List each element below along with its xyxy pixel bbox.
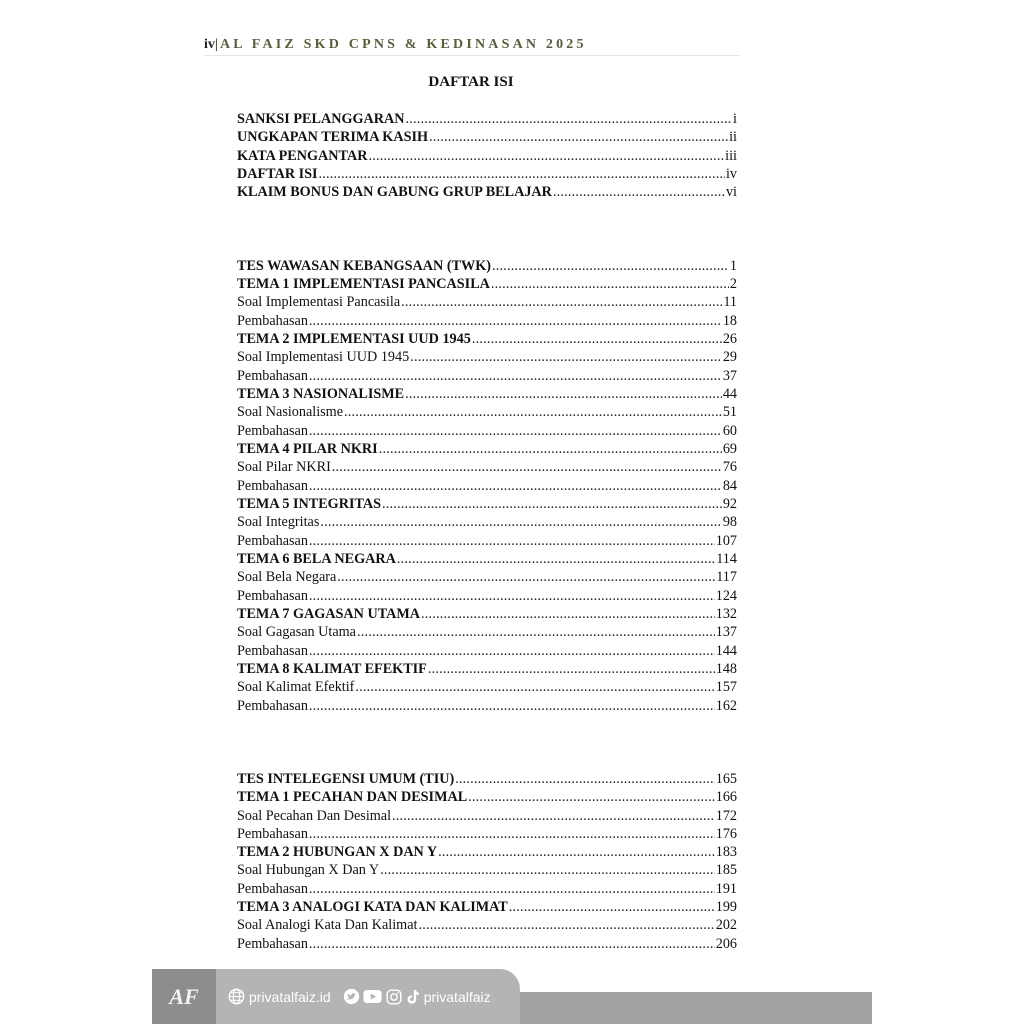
- toc-entry-page: 51: [722, 404, 737, 421]
- toc-entry-label: Pembahasan: [237, 880, 308, 897]
- globe-icon: [228, 988, 245, 1005]
- dot-leader: [508, 898, 715, 916]
- toc-entry-page: 2: [729, 275, 737, 292]
- toc-entry[interactable]: [237, 532, 737, 550]
- section-spacer: [237, 715, 737, 770]
- toc-entry-label: Soal Gagasan Utama: [237, 624, 356, 641]
- dot-leader: [308, 935, 715, 953]
- toc-entry[interactable]: [237, 440, 737, 458]
- toc-entry-page: 11: [723, 294, 737, 311]
- toc-entry-page: 26: [722, 330, 737, 347]
- toc-entry-label: Pembahasan: [237, 422, 308, 439]
- dot-leader: [379, 861, 715, 879]
- dot-leader: [308, 697, 715, 715]
- toc-entry-label: Pembahasan: [237, 697, 308, 714]
- social-handle-text: privatalfaiz: [423, 988, 491, 1005]
- publisher-logo: [152, 969, 216, 1024]
- toc-entry-page: 144: [715, 642, 737, 659]
- dot-leader: [391, 807, 715, 825]
- dot-leader: [417, 916, 714, 934]
- toc-entry-page: 202: [715, 917, 737, 934]
- toc-entry[interactable]: [237, 422, 737, 440]
- toc-entry-page: 132: [715, 605, 737, 622]
- dot-leader: [396, 550, 715, 568]
- toc-entry-page: 206: [715, 935, 737, 952]
- toc-entry[interactable]: [237, 642, 737, 660]
- dot-leader: [381, 495, 722, 513]
- toc-entry[interactable]: [237, 788, 737, 806]
- toc-entry-page: 29: [722, 349, 737, 366]
- toc-entry-label: KLAIM BONUS DAN GABUNG GRUP BELAJAR: [237, 184, 552, 201]
- dot-leader: [308, 532, 715, 550]
- toc-entry[interactable]: [237, 605, 737, 623]
- toc-entry-label: TEMA 6 BELA NEGARA: [237, 550, 396, 567]
- toc-entry-label: Soal Implementasi Pancasila: [237, 294, 401, 311]
- toc-entry-label: TES INTELEGENSI UMUM (TIU): [237, 770, 455, 787]
- dot-leader: [308, 312, 722, 330]
- dot-leader: [331, 458, 722, 476]
- toc-entry-label: TEMA 1 IMPLEMENTASI PANCASILA: [237, 275, 490, 292]
- dot-leader: [552, 183, 725, 201]
- toc-section-tiu: [237, 770, 737, 953]
- toc-entry[interactable]: [237, 861, 737, 879]
- toc-entry-page: iv: [725, 165, 737, 182]
- toc-entry[interactable]: [237, 568, 737, 586]
- toc-entry-page: vi: [725, 184, 737, 201]
- toc-entry-label: Pembahasan: [237, 825, 308, 842]
- header-separator: |: [214, 37, 218, 52]
- toc-entry-label: Pembahasan: [237, 477, 308, 494]
- toc-entry[interactable]: [237, 495, 737, 513]
- toc-entry-page: 98: [722, 514, 737, 531]
- section-spacer: [237, 202, 737, 257]
- dot-leader: [336, 568, 715, 586]
- toc-entry-label: TEMA 4 PILAR NKRI: [237, 440, 378, 457]
- dot-leader: [490, 275, 729, 293]
- toc-title: DAFTAR ISI: [428, 74, 514, 90]
- dot-leader: [400, 293, 722, 311]
- toc-entry[interactable]: [237, 477, 737, 495]
- toc-entry-page: 69: [722, 440, 737, 457]
- twitter-icon: [343, 988, 360, 1005]
- toc-entry[interactable]: [237, 843, 737, 861]
- toc-entry[interactable]: [237, 403, 737, 421]
- toc-entry[interactable]: [237, 587, 737, 605]
- footer-bar: [510, 992, 872, 1024]
- table-of-contents: [237, 110, 737, 953]
- header-book-title: AL FAIZ SKD CPNS & KEDINASAN 2025: [219, 37, 587, 52]
- toc-entry[interactable]: [237, 147, 737, 165]
- toc-entry-page: iii: [725, 147, 737, 164]
- toc-entry-page: 84: [722, 477, 737, 494]
- toc-entry-label: TEMA 3 ANALOGI KATA DAN KALIMAT: [237, 899, 508, 916]
- toc-entry-label: Soal Hubungan X Dan Y: [237, 862, 380, 879]
- toc-entry[interactable]: [237, 128, 737, 146]
- toc-entry-label: TEMA 7 GAGASAN UTAMA: [237, 605, 420, 622]
- toc-entry-label: Soal Nasionalisme: [237, 404, 343, 421]
- toc-entry-page: 166: [715, 789, 737, 806]
- dot-leader: [318, 165, 725, 183]
- header-page-number: iv: [204, 37, 215, 52]
- toc-entry[interactable]: [237, 916, 737, 934]
- toc-entry-label: TEMA 2 HUBUNGAN X DAN Y: [237, 844, 438, 861]
- toc-entry-label: Soal Kalimat Efektif: [237, 679, 355, 696]
- dot-leader: [420, 605, 715, 623]
- toc-entry[interactable]: [237, 348, 737, 366]
- toc-entry-page: 137: [715, 624, 737, 641]
- toc-entry-label: Pembahasan: [237, 532, 308, 549]
- toc-entry[interactable]: [237, 367, 737, 385]
- toc-entry-label: Soal Analogi Kata Dan Kalimat: [237, 917, 418, 934]
- dot-leader: [343, 403, 722, 421]
- dot-leader: [427, 660, 715, 678]
- running-header: [204, 37, 740, 56]
- toc-entry-label: SANKSI PELANGGARAN: [237, 111, 405, 127]
- toc-entry-page: 183: [715, 844, 737, 861]
- toc-entry-label: TES WAWASAN KEBANGSAAN (TWK): [237, 257, 491, 274]
- toc-entry[interactable]: [237, 458, 737, 476]
- toc-entry-page: 117: [716, 569, 737, 586]
- toc-entry[interactable]: [237, 513, 737, 531]
- toc-entry-page: 148: [715, 660, 737, 677]
- dot-leader: [308, 477, 722, 495]
- toc-entry-page: 44: [722, 385, 737, 402]
- dot-leader: [404, 385, 722, 403]
- dot-leader: [319, 513, 721, 531]
- dot-leader: [471, 330, 722, 348]
- toc-entry-page: 165: [715, 770, 737, 787]
- dot-leader: [308, 422, 722, 440]
- toc-entry-page: 199: [715, 899, 737, 916]
- dot-leader: [308, 642, 715, 660]
- toc-entry[interactable]: [237, 183, 737, 201]
- dot-leader: [356, 623, 715, 641]
- dot-leader: [491, 257, 729, 275]
- dot-leader: [308, 880, 715, 898]
- toc-section-front-matter: [237, 110, 737, 202]
- toc-entry[interactable]: [237, 935, 737, 953]
- toc-entry-page: ii: [729, 129, 737, 146]
- toc-entry[interactable]: [237, 770, 737, 788]
- dot-leader: [354, 678, 714, 696]
- toc-entry[interactable]: [237, 257, 737, 275]
- toc-entry[interactable]: [237, 898, 737, 916]
- dot-leader: [367, 147, 724, 165]
- youtube-icon: [363, 989, 382, 1004]
- toc-entry[interactable]: [237, 385, 737, 403]
- toc-entry-label: Pembahasan: [237, 642, 308, 659]
- toc-entry[interactable]: [237, 293, 737, 311]
- dot-leader: [428, 128, 728, 146]
- toc-entry-page: 60: [722, 422, 737, 439]
- toc-entry-page: 18: [722, 312, 737, 329]
- toc-entry-page: 191: [715, 880, 737, 897]
- toc-entry-label: UNGKAPAN TERIMA KASIH: [237, 129, 429, 146]
- toc-entry-label: Pembahasan: [237, 367, 308, 384]
- toc-entry[interactable]: [237, 550, 737, 568]
- toc-entry-page: 185: [715, 862, 737, 879]
- toc-entry-page: 107: [715, 532, 737, 549]
- toc-entry-label: Pembahasan: [237, 312, 308, 329]
- toc-entry-page: 176: [715, 825, 737, 842]
- toc-entry-label: TEMA 8 KALIMAT EFEKTIF: [237, 660, 427, 677]
- toc-entry[interactable]: [237, 312, 737, 330]
- toc-entry-page: 172: [715, 807, 737, 824]
- logo-mark: AF: [169, 983, 199, 1009]
- dot-leader: [437, 843, 715, 861]
- toc-entry[interactable]: [237, 807, 737, 825]
- toc-entry-label: TEMA 2 IMPLEMENTASI UUD 1945: [237, 330, 471, 347]
- toc-entry-label: DAFTAR ISI: [237, 165, 318, 182]
- instagram-icon: [386, 989, 402, 1005]
- dot-leader: [454, 770, 715, 788]
- toc-entry-label: Pembahasan: [237, 935, 308, 952]
- social-links[interactable]: [343, 988, 491, 1005]
- toc-entry-label: Soal Pilar NKRI: [237, 459, 331, 476]
- toc-entry-page: 92: [722, 495, 737, 512]
- dot-leader: [308, 367, 722, 385]
- toc-entry-page: 114: [716, 550, 737, 567]
- toc-entry-label: Soal Integritas: [237, 514, 320, 531]
- toc-entry-label: Soal Bela Negara: [237, 569, 337, 586]
- dot-leader: [409, 348, 722, 366]
- toc-entry-label: Soal Pecahan Dan Desimal: [237, 807, 392, 824]
- toc-entry-page: i: [733, 111, 737, 127]
- dot-leader: [308, 825, 715, 843]
- toc-entry-page: 124: [715, 587, 737, 604]
- toc-entry[interactable]: [237, 623, 737, 641]
- toc-entry-label: Pembahasan: [237, 587, 308, 604]
- toc-entry[interactable]: [237, 678, 737, 696]
- toc-entry[interactable]: [237, 825, 737, 843]
- toc-entry[interactable]: [237, 697, 737, 715]
- toc-section-twk: [237, 257, 737, 715]
- dot-leader: [467, 788, 715, 806]
- website-link[interactable]: [228, 988, 331, 1005]
- toc-entry[interactable]: [237, 275, 737, 293]
- toc-entry-page: 162: [715, 697, 737, 714]
- dot-leader: [405, 110, 733, 128]
- toc-entry-label: Soal Implementasi UUD 1945: [237, 349, 410, 366]
- toc-entry-label: TEMA 5 INTEGRITAS: [237, 495, 382, 512]
- toc-entry-label: TEMA 3 NASIONALISME: [237, 385, 405, 402]
- toc-entry-page: 76: [722, 459, 737, 476]
- toc-entry-page: 37: [722, 367, 737, 384]
- toc-entry-label: TEMA 1 PECAHAN DAN DESIMAL: [237, 789, 468, 806]
- toc-entry[interactable]: [237, 165, 737, 183]
- toc-entry[interactable]: [237, 330, 737, 348]
- dot-leader: [308, 587, 715, 605]
- toc-entry-page: 1: [729, 257, 737, 274]
- dot-leader: [378, 440, 722, 458]
- footer-tab: [152, 969, 520, 1024]
- website-text: privatalfaiz.id: [249, 988, 331, 1005]
- toc-entry[interactable]: [237, 110, 737, 128]
- toc-entry-page: 157: [715, 679, 737, 696]
- toc-entry[interactable]: [237, 660, 737, 678]
- toc-entry-label: KATA PENGANTAR: [237, 147, 368, 164]
- toc-entry[interactable]: [237, 880, 737, 898]
- tiktok-icon: [406, 989, 420, 1005]
